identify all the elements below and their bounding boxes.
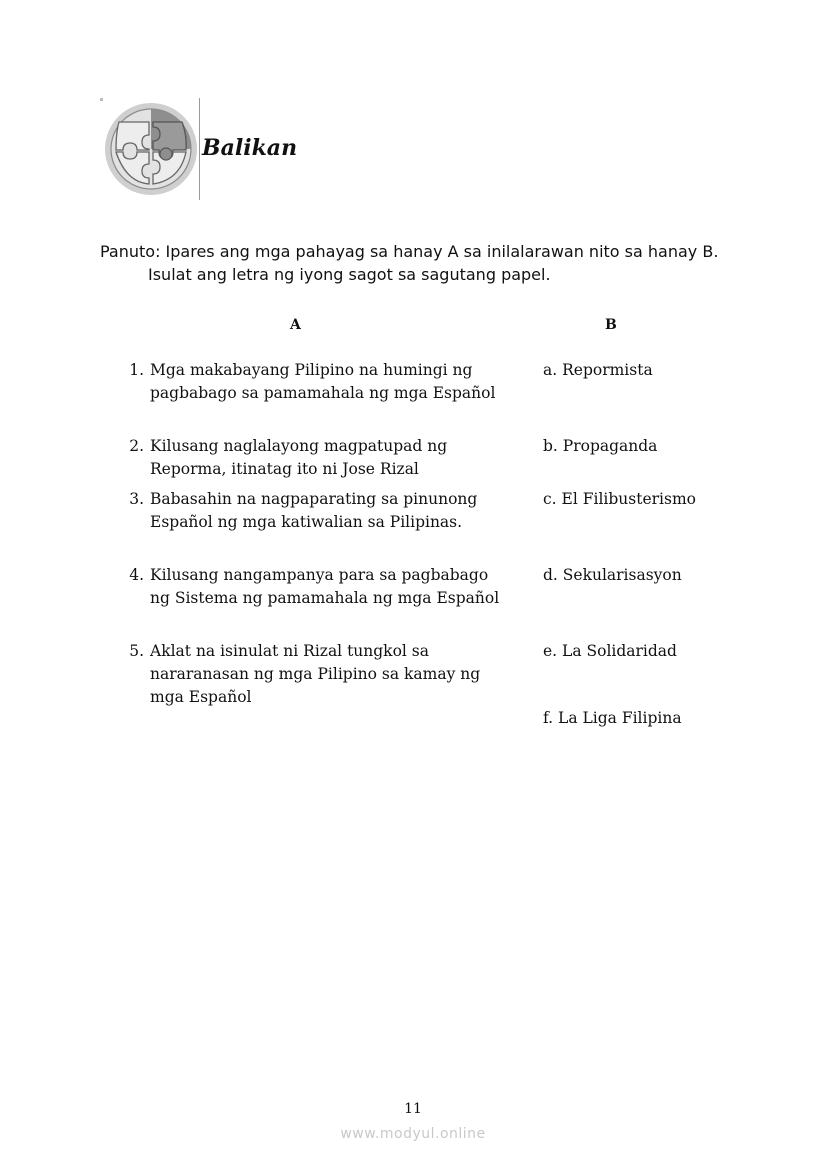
page-number: 11 (404, 1101, 422, 1117)
puzzle-icon (104, 102, 198, 196)
choice-b: b. Propaganda (543, 437, 658, 455)
item-number: 4. (129, 566, 144, 584)
section-header (100, 98, 400, 202)
watermark: www.modyul.online (340, 1126, 486, 1142)
item-text: Aklat na isinulat ni Rizal tungkol sa nararanasan ng mga Pilipino sa kamay ng mga Español (150, 642, 481, 706)
choice-a: a. Repormista (543, 361, 653, 379)
column-a-header: A (290, 317, 301, 333)
choice-e: e. La Solidaridad (543, 642, 677, 660)
directions-line-2: Isulat ang letra ng iyong sagot sa sagutang papel. (148, 265, 551, 284)
item-number: 2. (129, 437, 144, 455)
item-number: 1. (129, 361, 144, 379)
choice-c: c. El Filibusterismo (543, 490, 696, 508)
choice-f: f. La Liga Filipina (543, 709, 682, 727)
item-number: 3. (129, 490, 144, 508)
item-text: Babasahin na nagpaparating sa pinunong Español ng mga katiwalian sa Pilipinas. (150, 490, 478, 531)
directions (100, 240, 750, 286)
item-text: Kilusang nangampanya para sa pagbabago ng Sistema ng pamamahala ng mga Español (150, 566, 500, 607)
item-text: Kilusang naglalayong magpatupad ng Reporma, itinatag ito ni Jose Rizal (150, 437, 448, 478)
section-title: Balikan (202, 135, 298, 161)
header-dot (100, 98, 103, 101)
directions-line-1: Panuto: Ipares ang mga pahayag sa hanay A sa inilalarawan nito sa hanay B. (100, 242, 719, 261)
choice-d: d. Sekularisasyon (543, 566, 682, 584)
item-number: 5. (129, 642, 144, 660)
item-text: Mga makabayang Pilipino na humingi ng pagbabago sa pamamahala ng mga Español (150, 361, 496, 402)
header-divider (199, 98, 200, 200)
column-b-header: B (605, 317, 617, 333)
